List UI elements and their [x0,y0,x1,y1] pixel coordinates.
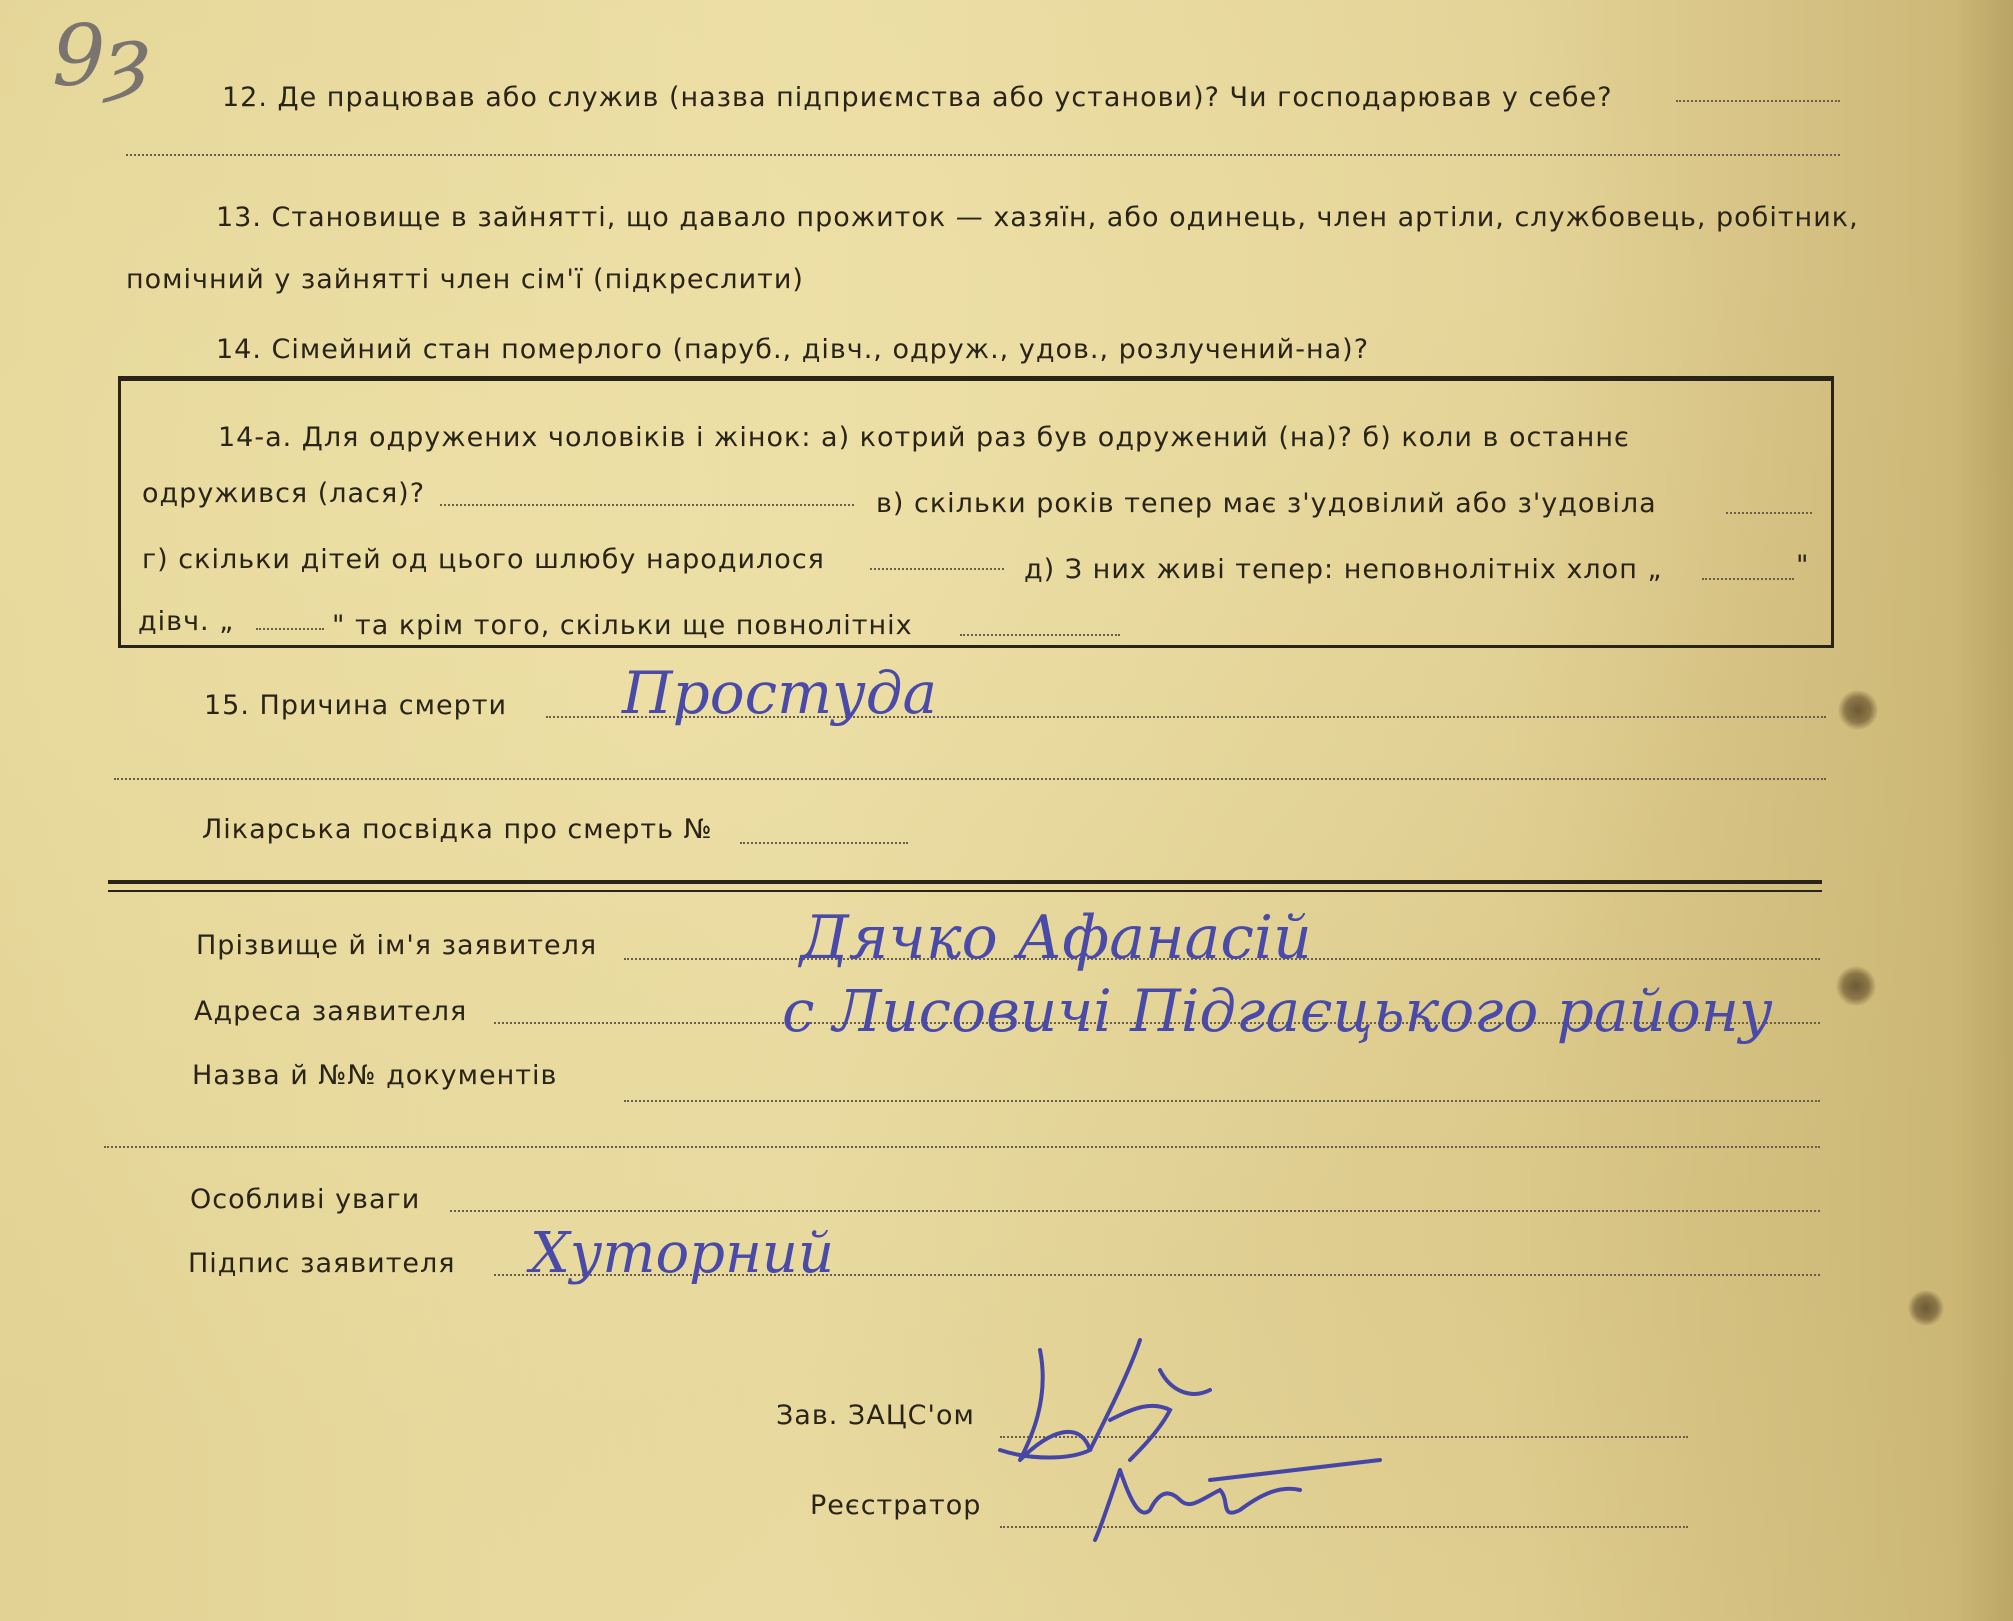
question-14a-line-4b: " та крім того, скільки ще повнолітніх [332,610,913,641]
remarks-line [450,1210,1820,1212]
death-certificate-number-line [740,842,908,844]
registrar-label: Реєстратор [810,1490,982,1521]
q14a-widowed-years-line [1726,512,1812,514]
applicant-name-label: Прізвище й ім'я заявителя [196,930,598,961]
q14a-children-born-line [870,568,1004,570]
documents-line [624,1100,1820,1102]
remarks-label: Особливі уваги [190,1184,421,1215]
question-14a-line-1: 14-а. Для одружених чоловіків і жінок: а) котрий раз був одружений (на)? б) коли в останнє [218,422,1630,453]
q14a-minor-boys-line [1702,578,1794,580]
q12-answer-line [1676,100,1840,102]
question-14a-line-4a: дівч. „ [138,606,235,637]
zags-head-label: Зав. ЗАЦС'ом [776,1400,975,1431]
applicant-signature-handwritten: Хуторний [530,1221,835,1286]
punch-hole [1838,690,1878,730]
applicant-name-handwritten: Дячко Афанасій [800,903,1312,973]
cause-of-death-handwritten: Простуда [622,659,938,727]
punch-hole [1836,966,1876,1006]
section-divider [108,890,1822,892]
death-certificate-label: Лікарська посвідка про смерть № [202,814,713,845]
question-14a-line-2b: в) скільки років тепер має з'удовілий або з'удовіла [876,488,1657,519]
question-14a-line-2a: одружився (лася)? [142,478,426,509]
q12-answer-line-2 [126,154,1840,156]
documents-label: Назва й №№ документів [192,1060,558,1091]
q14a-adults-line [960,634,1120,636]
question-14a-line-3a: г) скільки дітей од цього шлюбу народилося [142,544,825,575]
question-14: 14. Сімейний стан померлого (паруб., дівч., одруж., удов., розлучений-на)? [216,334,1370,365]
punch-hole [1908,1290,1944,1326]
q15-answer-line-2 [114,778,1826,780]
applicant-signature-label: Підпис заявителя [188,1248,456,1279]
q14a-minor-girls-line [256,628,324,630]
section-divider [108,880,1822,884]
question-15-label: 15. Причина смерти [204,690,508,721]
question-14a-line-3c: " [1796,550,1810,581]
registrar-signature [1090,1440,1390,1550]
question-12: 12. Де працював або служив (назва підприємства або установи)? Чи господарював у себе? [222,82,1613,113]
question-13-line-1: 13. Становище в зайнятті, що давало прожиток — хазяїн, або одинець, член артіли, службовець, робітник, [216,202,1859,233]
corner-page-mark: 9ȝ [52,7,150,105]
documents-line-2 [104,1146,1820,1148]
question-13-line-2: помічний у зайнятті член сім'ї (підкреслити) [126,264,804,295]
applicant-address-handwritten: с Лисовичі Підгаєцького району [782,977,1773,1045]
applicant-address-label: Адреса заявителя [194,996,468,1027]
question-14a-line-3b: д) З них живі тепер: неповнолітніх хлоп „ [1024,554,1663,585]
q14a-remarried-line [440,504,854,506]
